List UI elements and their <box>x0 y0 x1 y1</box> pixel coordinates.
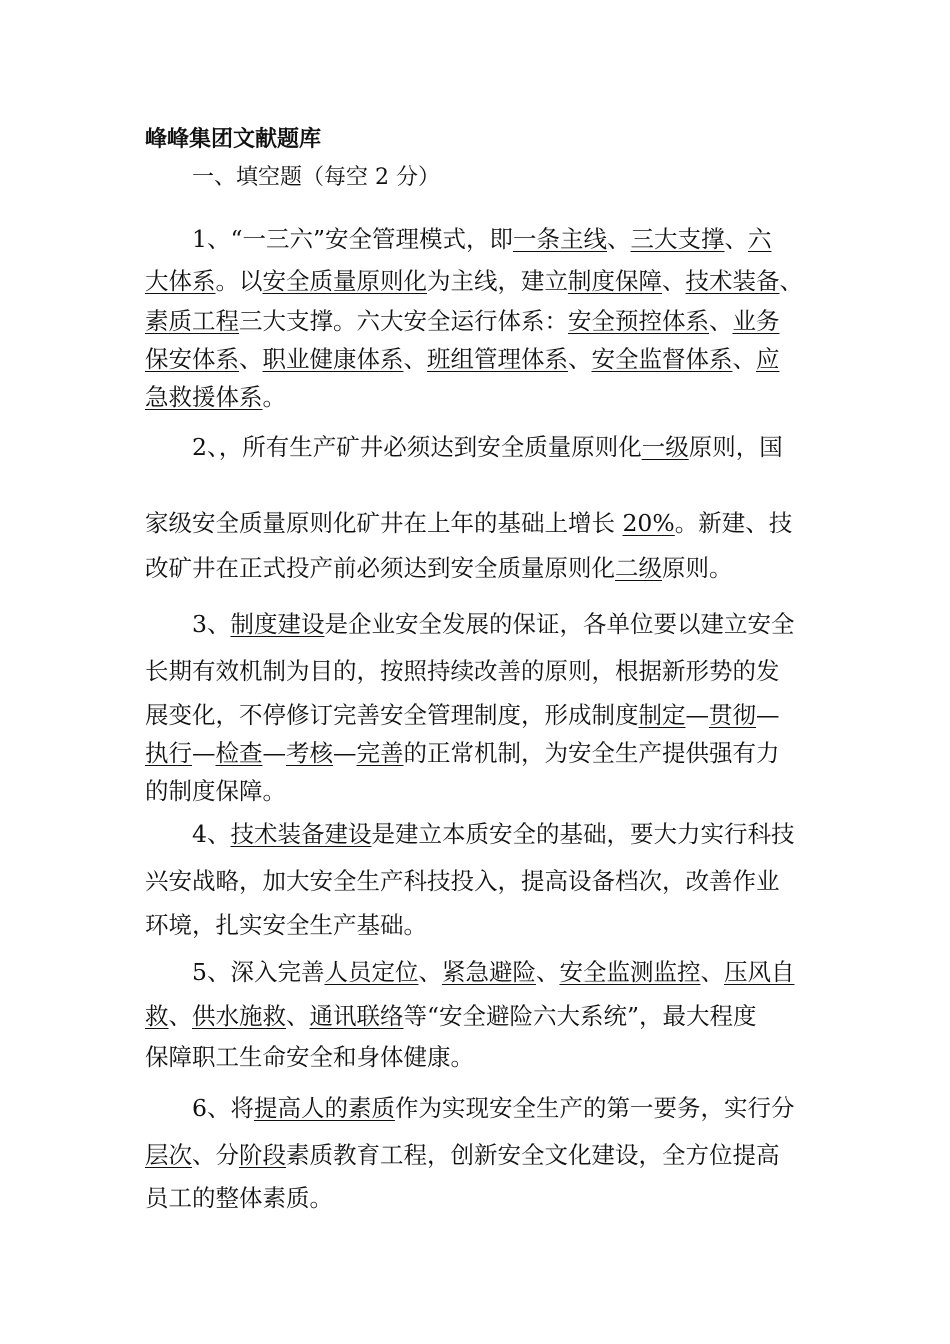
blank-answer: 业务 <box>732 307 780 335</box>
section-heading: 一、填空题（每空 2 分） <box>192 165 440 190</box>
blank-answer: 一级 <box>641 433 689 461</box>
blank-answer: 执行 <box>145 739 192 767</box>
blank-answer: 班组管理体系 <box>427 345 568 373</box>
question-6 <box>145 1086 810 1216</box>
q1-line: 大体系。以安全质量原则化为主线，建立制度保障、技术装备、 <box>145 267 803 295</box>
q1-line: 素质工程三大支撑。六大安全运行体系：安全预控体系、业务 <box>145 307 780 335</box>
blank-answer: 检查 <box>215 739 263 767</box>
blank-answer: 安全监测监控 <box>559 958 701 986</box>
blank-answer: 急救援体系 <box>145 383 263 411</box>
question-1 <box>145 218 810 416</box>
blank-answer: 考核 <box>286 739 333 767</box>
q1-line: 保安体系、职业健康体系、班组管理体系、安全监督体系、应 <box>145 345 780 373</box>
blank-answer: 职业健康体系 <box>262 345 404 373</box>
q3-line: 长期有效机制为目的，按照持续改善的原则，根据新形势的发 <box>145 657 780 685</box>
blank-answer: 完善 <box>356 739 404 767</box>
q4-line: 兴安战略，加大安全生产科技投入，提高设备档次，改善作业 <box>145 867 780 895</box>
blank-answer: 救 <box>145 1002 169 1030</box>
blank-answer: 制定 <box>638 701 686 729</box>
q2-line: 改矿井在正式投产前必须达到安全质量原则化二级原则。 <box>145 554 733 582</box>
blank-answer: 20% <box>622 509 675 537</box>
blank-answer: 安全预控体系 <box>568 307 709 335</box>
q6-line: 6、将提高人的素质作为实现安全生产的第一要务，实行分 <box>192 1094 795 1122</box>
blank-answer: 素质工程 <box>145 307 239 335</box>
blank-answer: 一条主线 <box>512 225 607 253</box>
q5-line: 保障职工生命安全和身体健康。 <box>145 1043 474 1071</box>
question-5 <box>145 950 810 1076</box>
blank-answer: 技术装备建设 <box>230 820 372 848</box>
blank-answer: 阶段 <box>239 1141 286 1169</box>
page-title: 峰峰集团文献题库 <box>145 127 322 152</box>
question-2 <box>145 426 810 468</box>
blank-answer: 技术装备 <box>685 267 780 295</box>
blank-answer: 人员定位 <box>324 958 419 986</box>
blank-answer: 大体系 <box>145 267 216 295</box>
blank-answer: 二级 <box>615 554 662 582</box>
blank-answer: 应 <box>756 345 780 373</box>
q2-line: 家级安全质量原则化矿井在上年的基础上增长 20%。新建、技 <box>145 509 793 537</box>
blank-answer: 制度建设 <box>230 610 325 638</box>
q5-line: 救、供水施救、通讯联络等“安全避险六大系统”，最大程度 <box>145 1002 757 1030</box>
blank-answer: 六 <box>747 225 772 253</box>
question-3 <box>145 602 810 810</box>
q3-line: 的制度保障。 <box>145 777 286 805</box>
blank-answer: 安全质量原则化 <box>262 267 427 295</box>
q1-line: 1、“一三六”安全管理模式，即一条主线、三大支撑、六 <box>192 225 772 253</box>
q6-line: 层次、分阶段素质教育工程，创新安全文化建设，全方位提高 <box>145 1141 780 1169</box>
blank-answer: 紧急避险 <box>441 958 536 986</box>
blank-answer: 贯彻 <box>709 701 756 729</box>
q6-line: 员工的整体素质。 <box>145 1184 333 1212</box>
blank-answer: 制度保障 <box>568 267 662 295</box>
q4-line: 4、技术装备建设是建立本质安全的基础，要大力实行科技 <box>192 820 795 848</box>
blank-answer: 三大支撑 <box>630 225 725 253</box>
blank-answer: 提高人的素质 <box>253 1094 395 1122</box>
blank-answer: 保安体系 <box>145 345 239 373</box>
blank-answer: 层次 <box>145 1141 192 1169</box>
q3-line: 3、制度建设是企业安全发展的保证，各单位要以建立安全 <box>192 610 795 638</box>
blank-answer: 压风自 <box>723 958 795 986</box>
q3-line: 展变化，不停修订完善安全管理制度，形成制度制定—贯彻— <box>145 701 780 729</box>
q5-line: 5、深入完善人员定位、紧急避险、安全监测监控、压风自 <box>192 958 795 986</box>
q4-line: 环境，扎实安全生产基础。 <box>145 911 427 939</box>
blank-answer: 通讯联络 <box>309 1002 404 1030</box>
q3-line: 执行—检查—考核—完善的正常机制，为安全生产提供强有力 <box>145 739 780 767</box>
blank-answer: 供水施救 <box>192 1002 286 1030</box>
question-4 <box>145 812 810 944</box>
q1-line: 急救援体系。 <box>145 383 286 411</box>
question-2-cont <box>145 502 810 592</box>
blank-answer: 安全监督体系 <box>591 345 733 373</box>
q2-line: 2、，所有生产矿井必须达到安全质量原则化一级原则，国 <box>192 433 783 461</box>
